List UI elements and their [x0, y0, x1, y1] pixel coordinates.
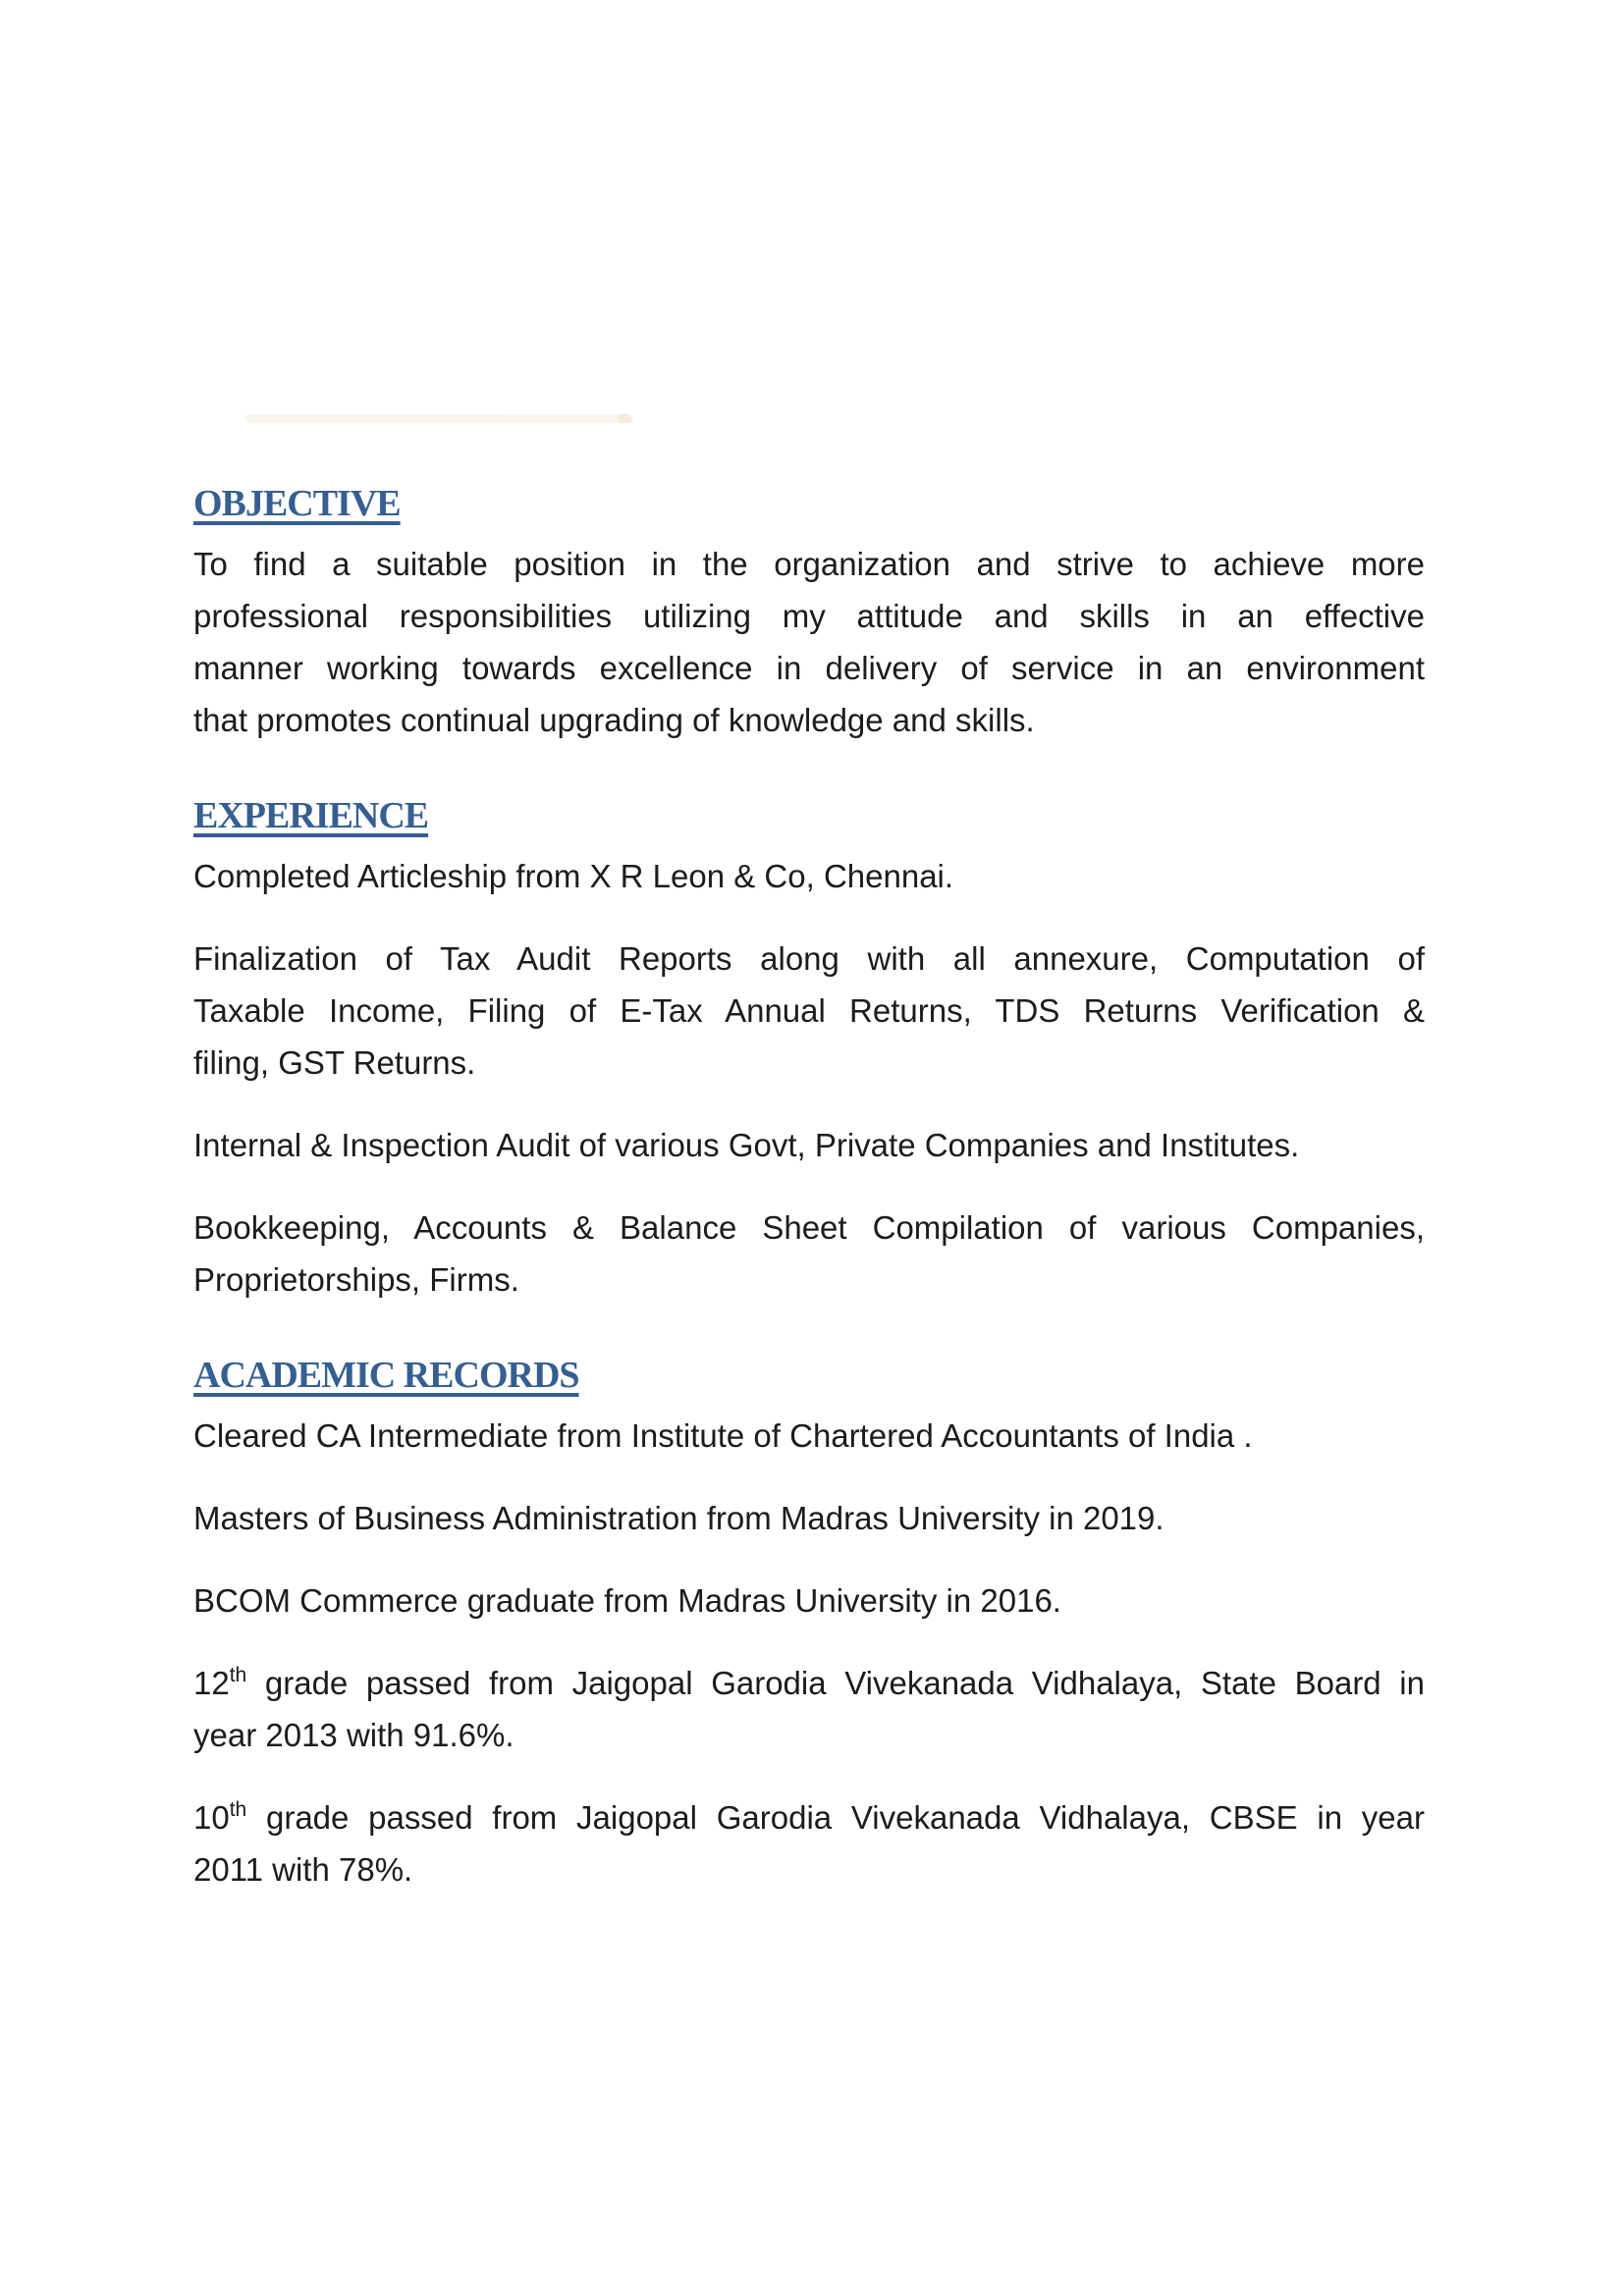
objective-heading: OBJECTIVE	[193, 483, 401, 524]
grade-ordinal: th	[229, 1798, 247, 1821]
experience-line: Proprietorships, Firms.	[193, 1261, 519, 1298]
objective-line: To find a suitable position in the organization and strive to achieve more	[193, 546, 1425, 582]
objective-line: that promotes continual upgrading of knowledge and skills.	[193, 702, 1035, 738]
academic-paragraph-grade10	[193, 1791, 1425, 1896]
academic-line	[193, 1657, 1425, 1709]
grade-text: grade passed from Jaigopal Garodia Vivekanada Vidhalaya, CBSE in year	[246, 1799, 1425, 1836]
experience-line: Completed Articleship from X R Leon & Co, Chennai.	[193, 858, 954, 894]
objective-line: manner working towards excellence in delivery of service in an environment	[193, 650, 1425, 686]
grade-text: grade passed from Jaigopal Garodia Vivekanada Vidhalaya, State Board in	[246, 1665, 1425, 1701]
experience-line: Finalization of Tax Audit Reports along with all annexure, Computation of	[193, 940, 1425, 977]
experience-paragraph	[193, 850, 1425, 902]
section-objective	[193, 481, 1425, 746]
experience-line: Taxable Income, Filing of E-Tax Annual Returns, TDS Returns Verification &	[193, 992, 1425, 1029]
grade-ordinal: th	[229, 1664, 247, 1686]
academic-paragraph	[193, 1410, 1425, 1462]
academic-paragraph-grade12	[193, 1657, 1425, 1761]
grade-number: 10	[193, 1799, 230, 1836]
academic-line: Cleared CA Intermediate from Institute of Chartered Accountants of India .	[193, 1417, 1253, 1454]
objective-paragraph	[193, 538, 1425, 746]
grade-number: 12	[193, 1665, 230, 1701]
experience-paragraph	[193, 933, 1425, 1089]
academic-paragraph	[193, 1575, 1425, 1627]
academic-paragraph	[193, 1492, 1425, 1544]
experience-paragraph	[193, 1201, 1425, 1306]
academic-line: year 2013 with 91.6%.	[193, 1717, 514, 1753]
academic-line	[193, 1791, 1425, 1843]
academic-line: 2011 with 78%.	[193, 1851, 413, 1888]
experience-line: filing, GST Returns.	[193, 1044, 476, 1081]
academic-line: Masters of Business Administration from Madras University in 2019.	[193, 1500, 1164, 1536]
experience-line: Internal & Inspection Audit of various Govt, Private Companies and Institutes.	[193, 1127, 1300, 1163]
section-experience	[193, 793, 1425, 1306]
experience-heading: EXPERIENCE	[193, 795, 429, 836]
experience-paragraph	[193, 1119, 1425, 1171]
academic-records-heading: ACADEMIC RECORDS	[193, 1355, 579, 1396]
section-academic-records	[193, 1353, 1425, 1896]
academic-line: BCOM Commerce graduate from Madras University in 2016.	[193, 1582, 1061, 1619]
scan-artifact	[245, 414, 633, 423]
resume-content	[193, 481, 1425, 1926]
objective-line: professional responsibilities utilizing my attitude and skills in an effective	[193, 598, 1425, 634]
scan-artifact-dot	[618, 414, 631, 423]
experience-line: Bookkeeping, Accounts & Balance Sheet Compilation of various Companies,	[193, 1209, 1425, 1246]
